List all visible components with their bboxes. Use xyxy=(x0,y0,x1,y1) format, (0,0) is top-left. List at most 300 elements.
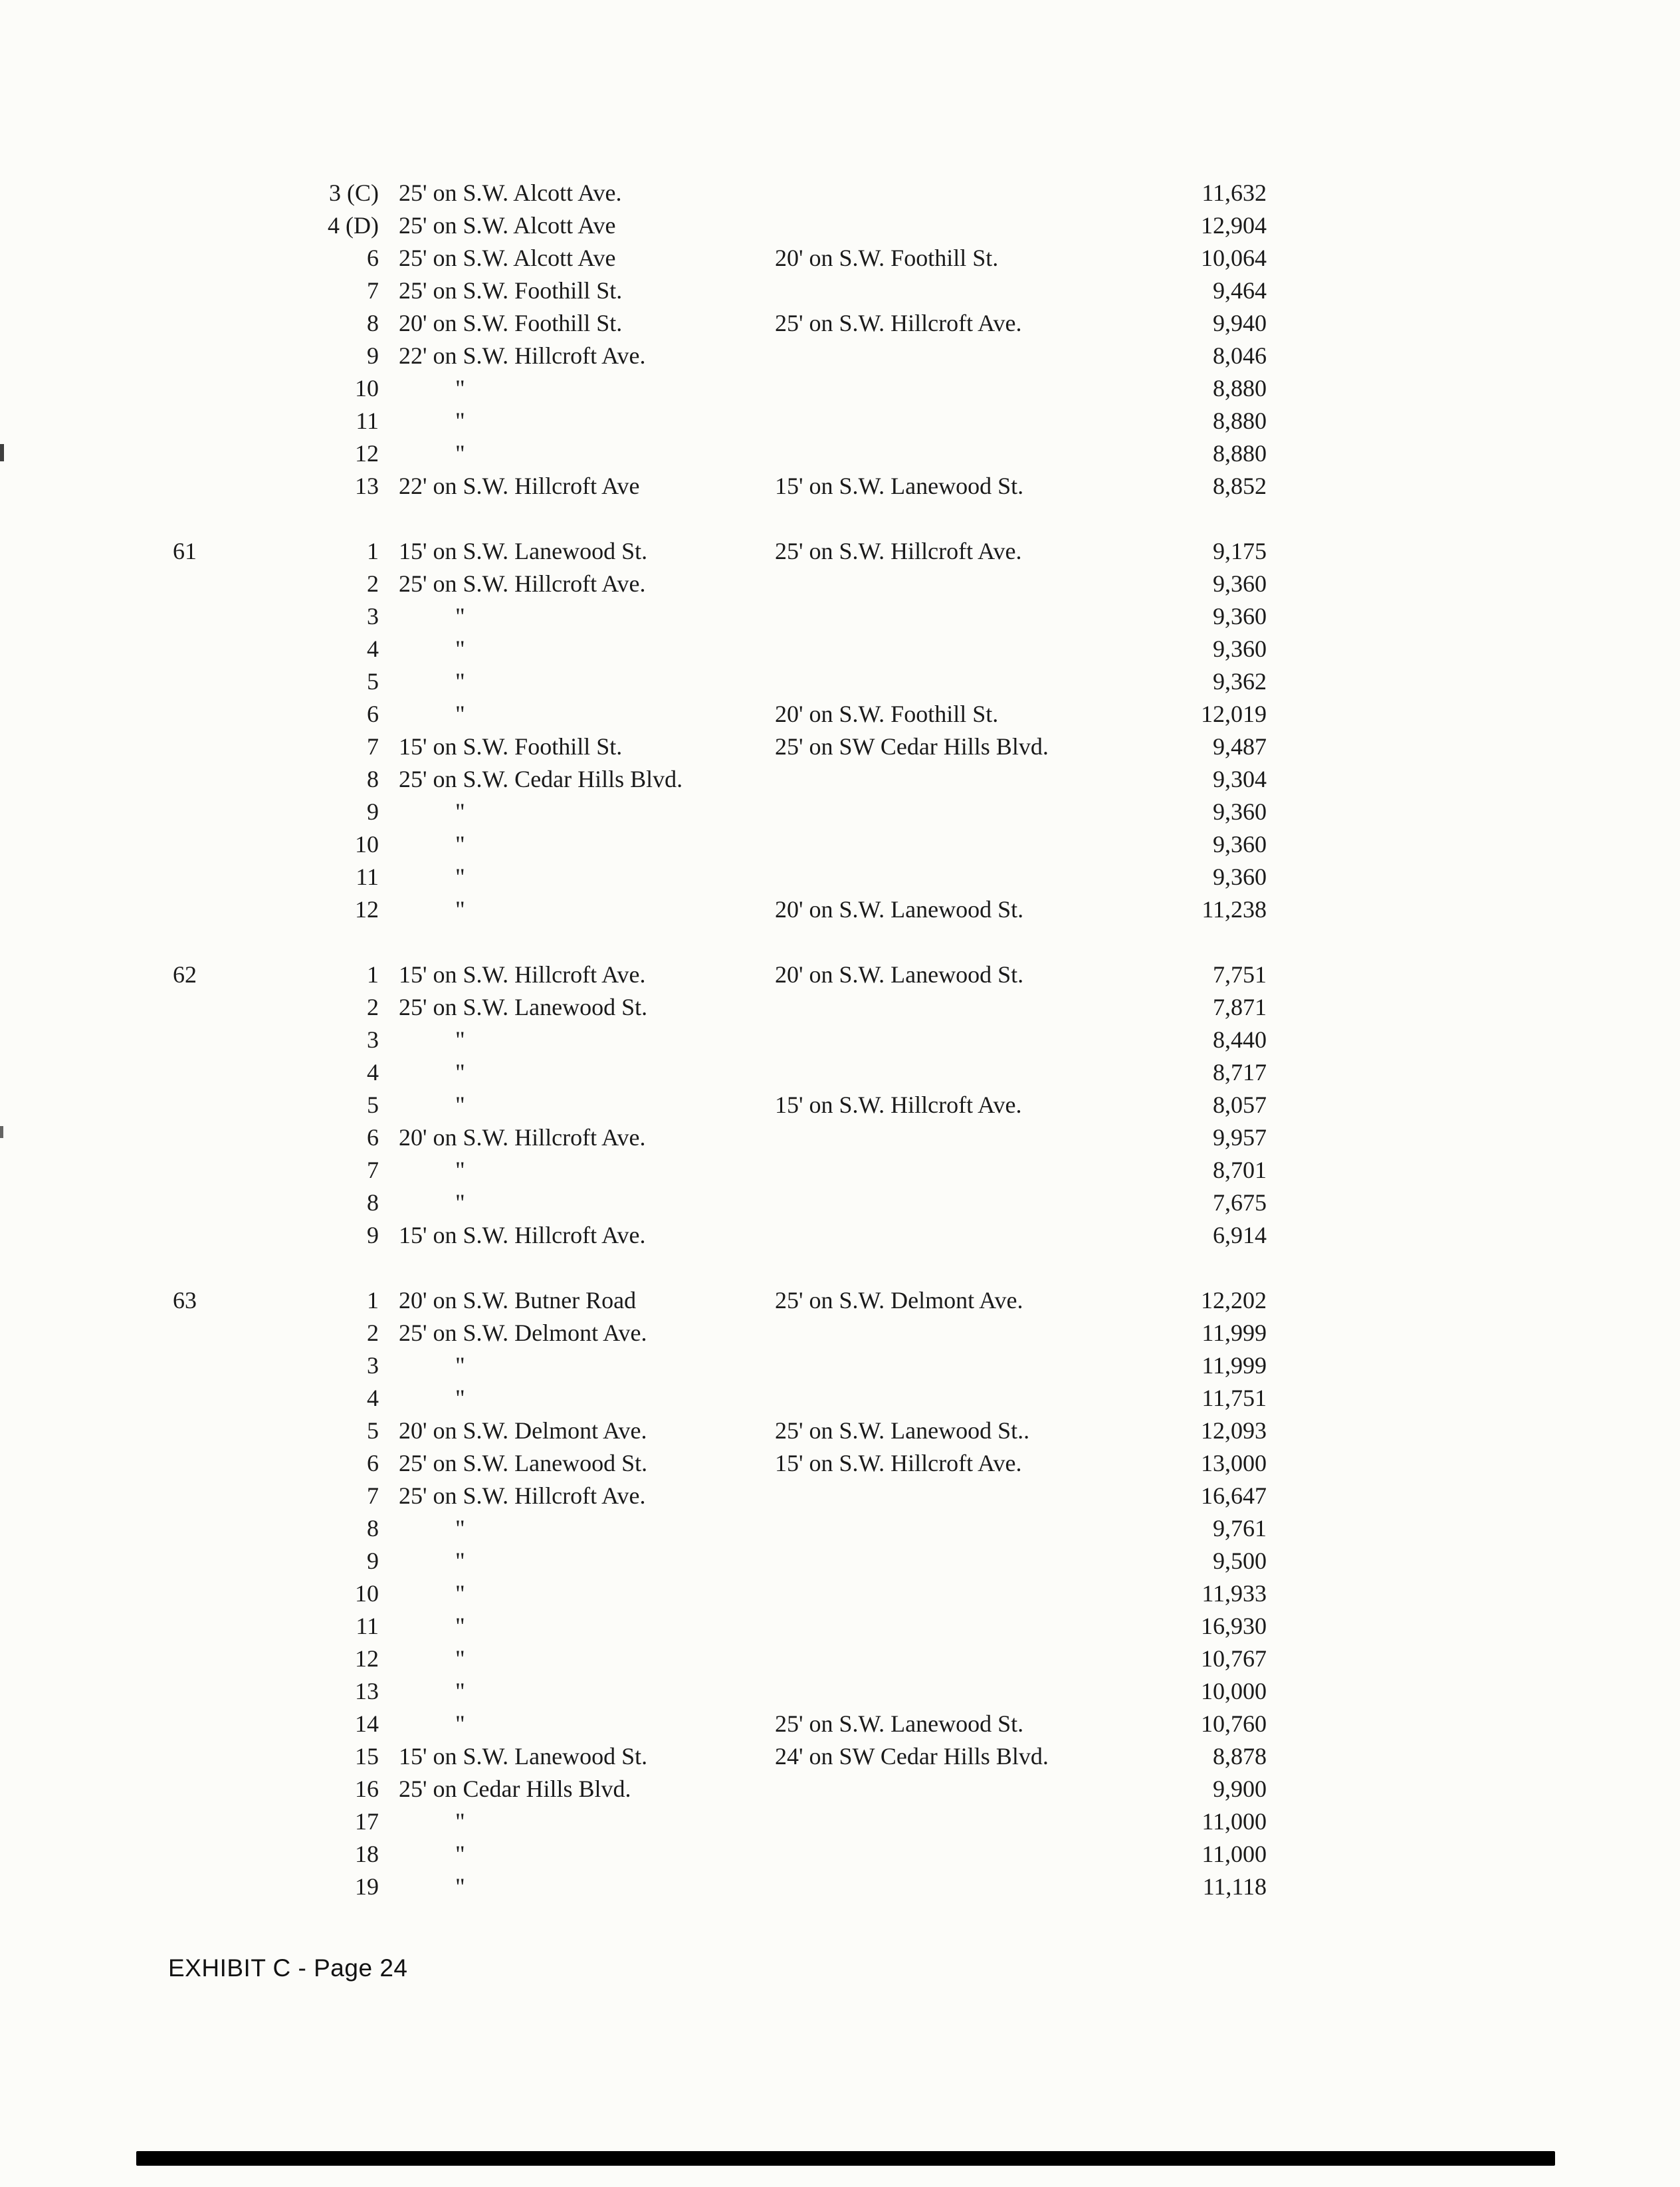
square-feet-value: 7,871 xyxy=(1213,994,1267,1020)
square-feet-value: 8,880 xyxy=(1213,375,1267,402)
frontage-secondary: 20' on S.W. Foothill St. xyxy=(775,245,999,271)
table-row xyxy=(173,372,1267,405)
lot-number: 2 xyxy=(367,994,379,1020)
block-number xyxy=(173,665,306,698)
block-number xyxy=(173,1349,306,1382)
block-number xyxy=(173,861,306,893)
frontage-secondary xyxy=(775,1056,1174,1089)
frontage-primary: " xyxy=(455,1515,465,1542)
frontage-primary: 15' on S.W. Lanewood St. xyxy=(399,1743,648,1770)
frontage-secondary xyxy=(775,1349,1174,1382)
lot-number: 8 xyxy=(367,1515,379,1542)
frontage-secondary xyxy=(775,665,1174,698)
table-row xyxy=(173,665,1267,698)
lot-number: 5 xyxy=(367,1092,379,1118)
lot-number: 4 (D) xyxy=(328,212,379,239)
square-feet-value: 12,904 xyxy=(1201,212,1267,239)
square-feet-value: 16,930 xyxy=(1201,1613,1267,1639)
frontage-primary: 25' on S.W. Alcott Ave xyxy=(399,212,616,239)
lot-number: 4 xyxy=(367,635,379,662)
block-number xyxy=(173,763,306,796)
block-number xyxy=(173,307,306,340)
lot-number: 13 xyxy=(355,473,379,499)
lot-number: 2 xyxy=(367,570,379,597)
lot-number: 12 xyxy=(355,1645,379,1672)
block-number xyxy=(173,242,306,275)
table-row xyxy=(173,763,1267,796)
frontage-secondary: 20' on S.W. Lanewood St. xyxy=(775,961,1024,988)
frontage-secondary xyxy=(775,796,1174,828)
frontage-primary: 20' on S.W. Delmont Ave. xyxy=(399,1417,647,1444)
table-row xyxy=(173,1349,1267,1382)
table-row xyxy=(173,1805,1267,1838)
table-row xyxy=(173,209,1267,242)
frontage-secondary xyxy=(775,1610,1174,1643)
table-row xyxy=(173,1447,1267,1480)
frontage-primary: 15' on S.W. Hillcroft Ave. xyxy=(399,961,646,988)
square-feet-value: 9,360 xyxy=(1213,570,1267,597)
table-row xyxy=(173,1708,1267,1740)
square-feet-value: 11,933 xyxy=(1202,1580,1267,1607)
frontage-primary: " xyxy=(455,1189,465,1216)
frontage-secondary xyxy=(775,861,1174,893)
table-row xyxy=(173,698,1267,731)
frontage-primary: 20' on S.W. Hillcroft Ave. xyxy=(399,1124,646,1151)
square-feet-value: 12,202 xyxy=(1201,1287,1267,1314)
table-row xyxy=(173,1610,1267,1643)
frontage-secondary xyxy=(775,209,1174,242)
frontage-secondary: 25' on SW Cedar Hills Blvd. xyxy=(775,733,1049,760)
frontage-secondary: 25' on S.W. Delmont Ave. xyxy=(775,1287,1023,1314)
block-number xyxy=(173,372,306,405)
frontage-primary: " xyxy=(455,1026,465,1053)
square-feet-value: 11,000 xyxy=(1202,1808,1267,1835)
square-feet-value: 8,701 xyxy=(1213,1157,1267,1183)
block-number: 61 xyxy=(173,538,197,564)
table-row xyxy=(173,1284,1267,1317)
lot-number: 3 xyxy=(367,603,379,630)
frontage-primary: " xyxy=(455,1580,465,1607)
lot-number: 9 xyxy=(367,342,379,369)
block-number xyxy=(173,1610,306,1643)
block-number xyxy=(173,1871,306,1903)
square-feet-value: 9,761 xyxy=(1213,1515,1267,1542)
block-number xyxy=(173,1187,306,1219)
frontage-primary: 25' on S.W. Delmont Ave. xyxy=(399,1320,647,1346)
frontage-primary: 20' on S.W. Foothill St. xyxy=(399,310,623,336)
lot-number: 9 xyxy=(367,798,379,825)
table-row xyxy=(173,1643,1267,1675)
table-row xyxy=(173,307,1267,340)
table-row xyxy=(173,1024,1267,1056)
square-feet-value: 10,767 xyxy=(1201,1645,1267,1672)
block-number xyxy=(173,796,306,828)
table-row xyxy=(173,828,1267,861)
lot-number: 1 xyxy=(367,1287,379,1314)
page-footer: EXHIBIT C - Page 24 xyxy=(168,1954,408,1982)
block-number xyxy=(173,991,306,1024)
frontage-primary: " xyxy=(455,635,465,662)
square-feet-value: 11,238 xyxy=(1202,896,1267,923)
square-feet-value: 8,440 xyxy=(1213,1026,1267,1053)
table-row xyxy=(173,1675,1267,1708)
block-number: 62 xyxy=(173,961,197,988)
frontage-secondary xyxy=(775,568,1174,600)
block-number xyxy=(173,1317,306,1349)
frontage-primary: " xyxy=(455,603,465,630)
block-section xyxy=(173,1284,1267,1903)
lot-number: 7 xyxy=(367,1482,379,1509)
frontage-primary: " xyxy=(455,1385,465,1411)
block-number xyxy=(173,275,306,307)
table-row xyxy=(173,535,1267,568)
frontage-primary: 25' on S.W. Foothill St. xyxy=(399,277,623,304)
frontage-primary: " xyxy=(455,798,465,825)
lot-number: 10 xyxy=(355,375,379,402)
square-feet-value: 9,360 xyxy=(1213,635,1267,662)
table-row xyxy=(173,405,1267,437)
frontage-secondary: 25' on S.W. Lanewood St. xyxy=(775,1710,1024,1737)
block-number xyxy=(173,1512,306,1545)
frontage-secondary xyxy=(775,1480,1174,1512)
square-feet-value: 16,647 xyxy=(1201,1482,1267,1509)
table-row xyxy=(173,470,1267,503)
assessment-table xyxy=(173,177,1267,1903)
lot-number: 5 xyxy=(367,1417,379,1444)
block-number xyxy=(173,1740,306,1773)
square-feet-value: 9,175 xyxy=(1213,538,1267,564)
frontage-secondary xyxy=(775,1805,1174,1838)
square-feet-value: 9,362 xyxy=(1213,668,1267,695)
lot-number: 7 xyxy=(367,733,379,760)
frontage-primary: " xyxy=(455,1808,465,1835)
block-number xyxy=(173,1805,306,1838)
frontage-primary: " xyxy=(455,407,465,434)
lot-number: 11 xyxy=(356,1613,379,1639)
frontage-secondary xyxy=(775,1154,1174,1187)
lot-number: 9 xyxy=(367,1548,379,1574)
square-feet-value: 12,093 xyxy=(1201,1417,1267,1444)
table-row xyxy=(173,242,1267,275)
block-number: 63 xyxy=(173,1287,197,1314)
frontage-primary: " xyxy=(455,1548,465,1574)
square-feet-value: 9,360 xyxy=(1213,603,1267,630)
table-row xyxy=(173,1056,1267,1089)
frontage-secondary xyxy=(775,1545,1174,1577)
square-feet-value: 8,057 xyxy=(1213,1092,1267,1118)
table-row xyxy=(173,1740,1267,1773)
frontage-secondary: 24' on SW Cedar Hills Blvd. xyxy=(775,1743,1049,1770)
table-row xyxy=(173,1545,1267,1577)
frontage-secondary xyxy=(775,991,1174,1024)
frontage-primary: " xyxy=(455,668,465,695)
frontage-primary: 15' on S.W. Hillcroft Ave. xyxy=(399,1222,646,1248)
frontage-secondary xyxy=(775,1773,1174,1805)
block-number xyxy=(173,177,306,209)
block-number xyxy=(173,1708,306,1740)
square-feet-value: 8,852 xyxy=(1213,473,1267,499)
block-number xyxy=(173,1154,306,1187)
frontage-primary: 25' on Cedar Hills Blvd. xyxy=(399,1776,631,1802)
table-row xyxy=(173,1219,1267,1252)
lot-number: 18 xyxy=(355,1841,379,1867)
square-feet-value: 7,675 xyxy=(1213,1189,1267,1216)
frontage-primary: " xyxy=(455,863,465,890)
lot-number: 19 xyxy=(355,1873,379,1900)
frontage-primary: 25' on S.W. Alcott Ave xyxy=(399,245,616,271)
frontage-secondary xyxy=(775,1187,1174,1219)
scan-artifact-left-edge xyxy=(0,444,4,461)
frontage-primary: 15' on S.W. Lanewood St. xyxy=(399,538,648,564)
square-feet-value: 10,760 xyxy=(1201,1710,1267,1737)
square-feet-value: 10,000 xyxy=(1201,1678,1267,1704)
frontage-secondary xyxy=(775,1675,1174,1708)
square-feet-value: 10,064 xyxy=(1201,245,1267,271)
square-feet-value: 7,751 xyxy=(1213,961,1267,988)
square-feet-value: 8,880 xyxy=(1213,407,1267,434)
lot-number: 5 xyxy=(367,668,379,695)
frontage-primary: " xyxy=(455,1873,465,1900)
table-row xyxy=(173,1317,1267,1349)
block-number xyxy=(173,1415,306,1447)
block-number xyxy=(173,1838,306,1871)
frontage-primary: " xyxy=(455,1059,465,1086)
lot-number: 10 xyxy=(355,831,379,858)
frontage-primary: " xyxy=(455,701,465,727)
square-feet-value: 9,360 xyxy=(1213,831,1267,858)
table-row xyxy=(173,568,1267,600)
frontage-secondary: 20' on S.W. Lanewood St. xyxy=(775,896,1024,923)
block-section xyxy=(173,177,1267,503)
table-row xyxy=(173,731,1267,763)
table-row xyxy=(173,1577,1267,1610)
block-number xyxy=(173,1056,306,1089)
frontage-secondary: 25' on S.W. Lanewood St.. xyxy=(775,1417,1030,1444)
frontage-primary: " xyxy=(455,1710,465,1737)
scan-artifact-left-edge xyxy=(0,1126,3,1138)
table-row xyxy=(173,1382,1267,1415)
lot-number: 9 xyxy=(367,1222,379,1248)
table-row xyxy=(173,1838,1267,1871)
frontage-secondary xyxy=(775,1871,1174,1903)
frontage-secondary: 25' on S.W. Hillcroft Ave. xyxy=(775,538,1022,564)
scan-artifact-bottom-bar xyxy=(136,2151,1555,2166)
table-row xyxy=(173,991,1267,1024)
lot-number: 6 xyxy=(367,245,379,271)
block-number xyxy=(173,828,306,861)
frontage-primary: " xyxy=(455,1678,465,1704)
square-feet-value: 9,487 xyxy=(1213,733,1267,760)
block-number xyxy=(173,1089,306,1121)
frontage-primary: " xyxy=(455,831,465,858)
block-number xyxy=(173,1577,306,1610)
frontage-primary: 15' on S.W. Foothill St. xyxy=(399,733,623,760)
frontage-secondary: 15' on S.W. Lanewood St. xyxy=(775,473,1024,499)
frontage-primary: 25' on S.W. Hillcroft Ave. xyxy=(399,570,646,597)
square-feet-value: 9,957 xyxy=(1213,1124,1267,1151)
block-number xyxy=(173,633,306,665)
lot-number: 8 xyxy=(367,766,379,792)
frontage-secondary xyxy=(775,372,1174,405)
block-number xyxy=(173,893,306,926)
lot-number: 8 xyxy=(367,310,379,336)
table-row xyxy=(173,177,1267,209)
table-row xyxy=(173,1089,1267,1121)
table-row xyxy=(173,275,1267,307)
block-number xyxy=(173,1545,306,1577)
frontage-primary: 25' on S.W. Lanewood St. xyxy=(399,1450,648,1476)
table-row xyxy=(173,1415,1267,1447)
frontage-secondary xyxy=(775,1643,1174,1675)
lot-number: 1 xyxy=(367,538,379,564)
lot-number: 12 xyxy=(355,896,379,923)
lot-number: 13 xyxy=(355,1678,379,1704)
frontage-primary: " xyxy=(455,375,465,402)
frontage-primary: 20' on S.W. Butner Road xyxy=(399,1287,637,1314)
block-number xyxy=(173,1121,306,1154)
frontage-primary: 25' on S.W. Lanewood St. xyxy=(399,994,648,1020)
frontage-secondary xyxy=(775,828,1174,861)
lot-number: 4 xyxy=(367,1385,379,1411)
frontage-secondary xyxy=(775,1121,1174,1154)
frontage-secondary: 15' on S.W. Hillcroft Ave. xyxy=(775,1450,1022,1476)
lot-number: 4 xyxy=(367,1059,379,1086)
square-feet-value: 8,878 xyxy=(1213,1743,1267,1770)
square-feet-value: 9,940 xyxy=(1213,310,1267,336)
square-feet-value: 11,000 xyxy=(1202,1841,1267,1867)
frontage-primary: " xyxy=(455,1645,465,1672)
square-feet-value: 9,900 xyxy=(1213,1776,1267,1802)
square-feet-value: 11,751 xyxy=(1202,1385,1267,1411)
frontage-primary: " xyxy=(455,440,465,467)
frontage-secondary xyxy=(775,633,1174,665)
frontage-secondary xyxy=(775,600,1174,633)
frontage-secondary: 15' on S.W. Hillcroft Ave. xyxy=(775,1092,1022,1118)
square-feet-value: 9,360 xyxy=(1213,798,1267,825)
lot-number: 8 xyxy=(367,1189,379,1216)
block-section xyxy=(173,959,1267,1252)
table-row xyxy=(173,437,1267,470)
frontage-primary: " xyxy=(455,1092,465,1118)
block-number xyxy=(173,568,306,600)
table-row xyxy=(173,861,1267,893)
lot-number: 17 xyxy=(355,1808,379,1835)
lot-number: 1 xyxy=(367,961,379,988)
lot-number: 3 xyxy=(367,1352,379,1379)
square-feet-value: 8,717 xyxy=(1213,1059,1267,1086)
frontage-primary: " xyxy=(455,896,465,923)
lot-number: 2 xyxy=(367,1320,379,1346)
frontage-secondary xyxy=(775,1838,1174,1871)
block-number xyxy=(173,405,306,437)
square-feet-value: 8,046 xyxy=(1213,342,1267,369)
block-number xyxy=(173,1382,306,1415)
frontage-secondary xyxy=(775,1317,1174,1349)
table-row xyxy=(173,1773,1267,1805)
square-feet-value: 13,000 xyxy=(1201,1450,1267,1476)
frontage-primary: 22' on S.W. Hillcroft Ave. xyxy=(399,342,646,369)
square-feet-value: 9,464 xyxy=(1213,277,1267,304)
square-feet-value: 11,632 xyxy=(1202,179,1267,206)
frontage-secondary: 20' on S.W. Foothill St. xyxy=(775,701,999,727)
frontage-primary: 25' on S.W. Cedar Hills Blvd. xyxy=(399,766,683,792)
block-number xyxy=(173,698,306,731)
lot-number: 15 xyxy=(355,1743,379,1770)
table-row xyxy=(173,1871,1267,1903)
block-number xyxy=(173,209,306,242)
block-number xyxy=(173,600,306,633)
table-row xyxy=(173,893,1267,926)
frontage-primary: 25' on S.W. Alcott Ave. xyxy=(399,179,622,206)
table-row xyxy=(173,959,1267,991)
lot-number: 14 xyxy=(355,1710,379,1737)
frontage-secondary xyxy=(775,1512,1174,1545)
frontage-primary: " xyxy=(455,1613,465,1639)
frontage-primary: 22' on S.W. Hillcroft Ave xyxy=(399,473,640,499)
block-number xyxy=(173,1675,306,1708)
square-feet-value: 9,360 xyxy=(1213,863,1267,890)
lot-number: 12 xyxy=(355,440,379,467)
lot-number: 3 (C) xyxy=(329,179,379,206)
table-row xyxy=(173,1187,1267,1219)
lot-number: 11 xyxy=(356,863,379,890)
block-number xyxy=(173,1480,306,1512)
lot-number: 7 xyxy=(367,277,379,304)
frontage-secondary xyxy=(775,275,1174,307)
block-number xyxy=(173,1219,306,1252)
frontage-secondary xyxy=(775,1577,1174,1610)
table-row xyxy=(173,1154,1267,1187)
frontage-secondary xyxy=(775,177,1174,209)
square-feet-value: 12,019 xyxy=(1201,701,1267,727)
square-feet-value: 9,304 xyxy=(1213,766,1267,792)
block-number xyxy=(173,1643,306,1675)
square-feet-value: 11,999 xyxy=(1202,1352,1267,1379)
block-number xyxy=(173,470,306,503)
frontage-secondary xyxy=(775,1382,1174,1415)
lot-number: 6 xyxy=(367,1124,379,1151)
lot-number: 16 xyxy=(355,1776,379,1802)
table-row xyxy=(173,600,1267,633)
frontage-secondary xyxy=(775,1024,1174,1056)
table-row xyxy=(173,340,1267,372)
table-row xyxy=(173,1480,1267,1512)
block-number xyxy=(173,340,306,372)
lot-number: 6 xyxy=(367,701,379,727)
frontage-secondary: 25' on S.W. Hillcroft Ave. xyxy=(775,310,1022,336)
table-row xyxy=(173,1512,1267,1545)
square-feet-value: 9,500 xyxy=(1213,1548,1267,1574)
lot-number: 3 xyxy=(367,1026,379,1053)
square-feet-value: 11,118 xyxy=(1202,1873,1267,1900)
table-row xyxy=(173,796,1267,828)
frontage-secondary xyxy=(775,340,1174,372)
frontage-secondary xyxy=(775,437,1174,470)
square-feet-value: 8,880 xyxy=(1213,440,1267,467)
frontage-primary: 25' on S.W. Hillcroft Ave. xyxy=(399,1482,646,1509)
block-number xyxy=(173,1024,306,1056)
lot-number: 10 xyxy=(355,1580,379,1607)
table-row xyxy=(173,633,1267,665)
frontage-primary: " xyxy=(455,1352,465,1379)
square-feet-value: 11,999 xyxy=(1202,1320,1267,1346)
block-number xyxy=(173,1447,306,1480)
frontage-secondary xyxy=(775,405,1174,437)
block-number xyxy=(173,731,306,763)
lot-number: 6 xyxy=(367,1450,379,1476)
frontage-primary: " xyxy=(455,1841,465,1867)
frontage-secondary xyxy=(775,763,1174,796)
